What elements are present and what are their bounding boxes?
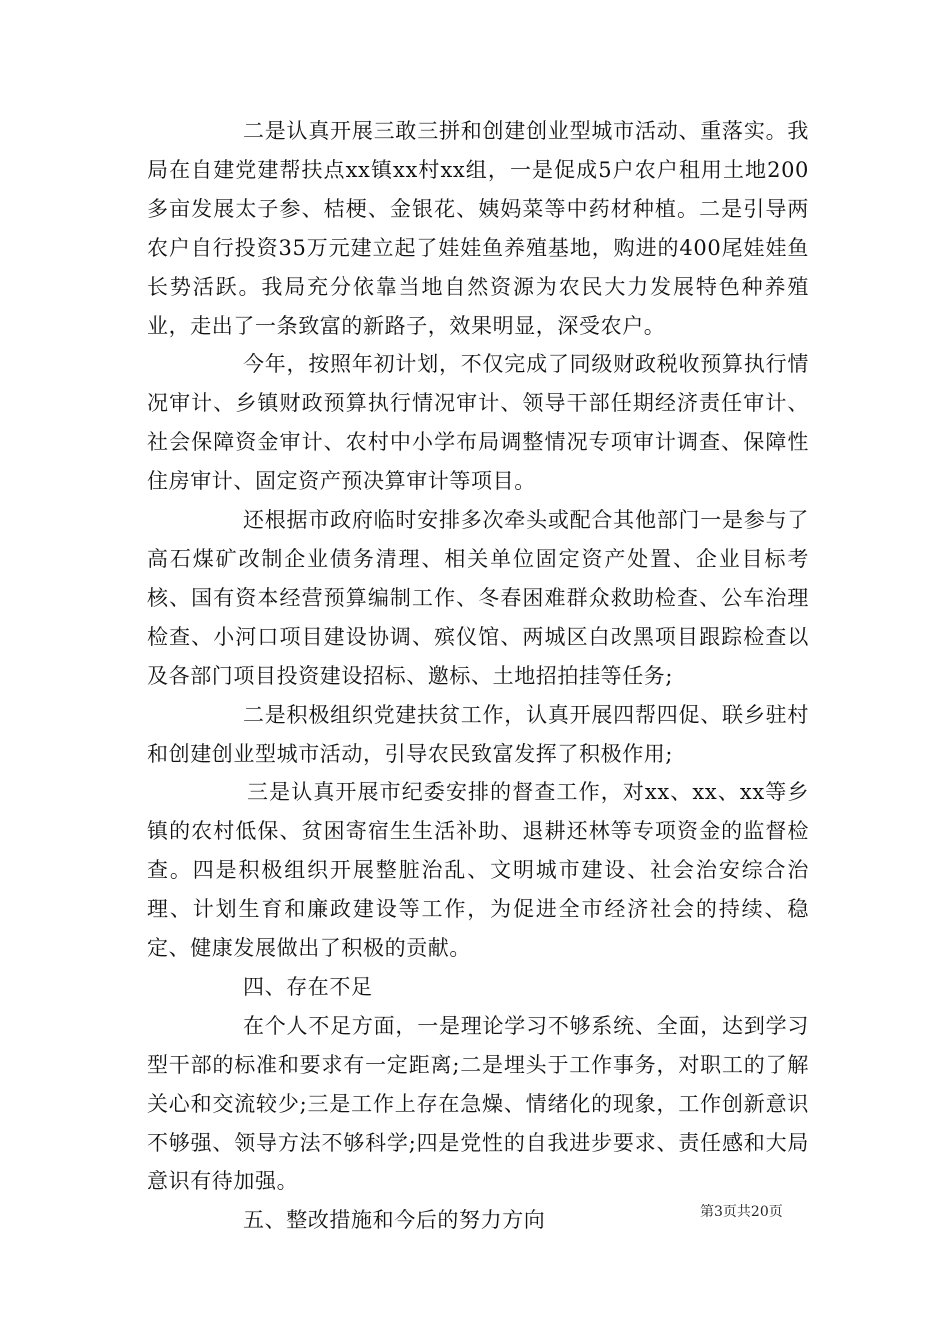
paragraph-temporary-tasks: 还根据市政府临时安排多次牵头或配合其他部门一是参与了高石煤矿改制企业债务清理、相关单位固定资产处置、企业目标考核、国有资本经营预算编制工作、冬春困难群众救助检查、公车治理检查、小河口项目建设协调、殡仪馆、两城区白改黑项目跟踪检查以及各部门项目投资建设招标、邀标、土地招拍挂等任务; xyxy=(147,508,809,688)
heading-shortcomings: 四、存在不足 xyxy=(243,974,373,999)
paragraph-shortcomings: 在个人不足方面，一是理论学习不够系统、全面，达到学习型干部的标准和要求有一定距离;二是埋头于工作事务，对职工的了解关心和交流较少;三是工作上存在急燥、情绪化的现象，工作创新意识不够强、领导方法不够科学;四是党性的自我进步要求、责任感和大局意识有待加强。 xyxy=(147,1013,809,1194)
page-number-footer: 第3页共20页 xyxy=(700,1204,783,1220)
paragraph-audit-projects: 今年，按照年初计划，不仅完成了同级财政税收预算执行情况审计、乡镇财政预算执行情况审计、领导干部任期经济责任审计、社会保障资金审计、农村中小学布局调整情况专项审计调查、保障性住房审计、固定资产预决算审计等项目。 xyxy=(147,352,809,494)
heading-rectification: 五、整改措施和今后的努力方向 xyxy=(243,1208,546,1233)
document-body xyxy=(147,112,809,1240)
paragraph-poverty-alleviation: 二是积极组织党建扶贫工作，认真开展四帮四促、联乡驻村和创建创业型城市活动，引导农民致富发挥了积极作用; xyxy=(147,702,809,766)
paragraph-party-building: 二是认真开展三敢三拼和创建创业型城市活动、重落实。我局在自建党建帮扶点xx镇xx村xx组，一是促成5户农户租用土地200多亩发展太子参、桔梗、金银花、姨妈菜等中药材种植。二是引导两农户自行投资35万元建立起了娃娃鱼养殖基地，购进的400尾娃娃鱼长势活跃。我局充分依靠当地自然资源为农民大力发展特色种养殖业，走出了一条致富的新路子，效果明显，深受农户。 xyxy=(147,119,809,338)
paragraph-supervision: 三是认真开展市纪委安排的督查工作，对xx、xx、xx等乡镇的农村低保、贫困寄宿生生活补助、退耕还林等专项资金的监督检查。四是积极组织开展整脏治乱、文明城市建设、社会治安综合治理、计划生育和廉政建设等工作，为促进全市经济社会的持续、稳定、健康发展做出了积极的贡献。 xyxy=(147,780,809,961)
